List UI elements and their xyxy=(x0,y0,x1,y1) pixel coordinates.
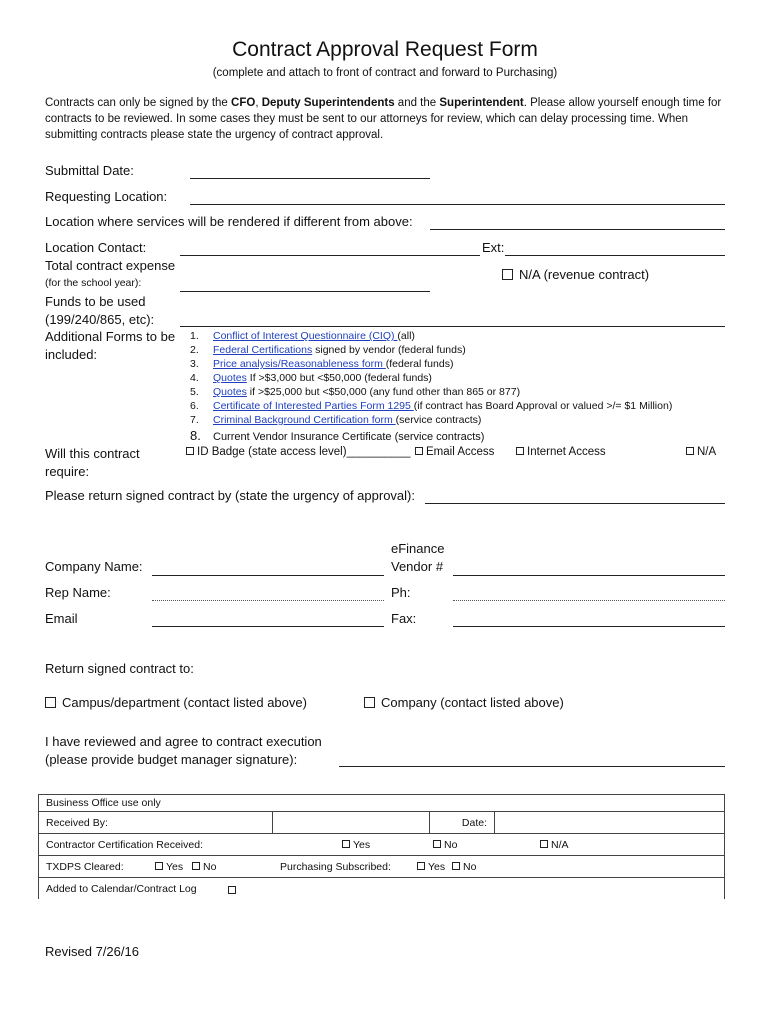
list-item xyxy=(190,385,672,399)
federal-certifications-link[interactable]: Federal Certifications xyxy=(213,344,313,356)
list-number: 5. xyxy=(190,386,199,398)
quotes-link[interactable]: Quotes xyxy=(213,372,247,384)
requesting-location-label: Requesting Location: xyxy=(45,189,168,204)
return-to-label: Return signed contract to: xyxy=(45,661,194,676)
list-item xyxy=(190,343,672,357)
txdps-no-checkbox[interactable] xyxy=(192,862,200,870)
funds-field[interactable] xyxy=(180,326,725,327)
table-row xyxy=(39,812,725,834)
cert-no-option[interactable] xyxy=(433,839,457,851)
funds-codes-label: (199/240/865, etc): xyxy=(45,312,155,327)
txdps-yes-checkbox[interactable] xyxy=(155,862,163,870)
submittal-date-field[interactable] xyxy=(190,178,430,179)
cert-no-label: No xyxy=(444,839,458,851)
ext-field[interactable] xyxy=(505,255,725,256)
email-access-checkbox[interactable] xyxy=(415,447,423,455)
company-label: Company (contact listed above) xyxy=(381,695,564,710)
efinance-label: eFinance xyxy=(391,541,445,556)
submittal-date-label: Submittal Date: xyxy=(45,163,134,178)
ext-label: Ext: xyxy=(482,240,505,255)
company-option[interactable] xyxy=(364,695,564,710)
contractor-cert-label: Contractor Certification Received: xyxy=(46,838,203,851)
vendor-number-field[interactable] xyxy=(453,575,725,576)
purchasing-no-option[interactable] xyxy=(452,861,476,873)
school-year-label: (for the school year): xyxy=(45,277,142,289)
table-row xyxy=(39,795,725,812)
intro-cfo: CFO xyxy=(231,97,256,109)
list-text: if >$25,000 but <$50,000 (any fund other than 865 or 877) xyxy=(246,386,521,398)
list-item xyxy=(190,427,672,444)
table-row xyxy=(39,878,725,900)
revised-date: Revised 7/26/16 xyxy=(45,944,139,959)
cert-yes-option[interactable] xyxy=(342,839,370,851)
intro-text: Contracts can only be signed by the xyxy=(45,97,232,109)
purchasing-no-label: No xyxy=(463,861,477,873)
id-badge-option[interactable] xyxy=(186,446,411,458)
table-row xyxy=(39,856,725,878)
campus-checkbox[interactable] xyxy=(45,697,56,708)
phone-field[interactable] xyxy=(453,600,725,601)
intro-deputy: Deputy Superintendents xyxy=(261,97,395,109)
business-office-table xyxy=(38,794,725,899)
email-label: Email xyxy=(45,611,78,626)
date-field[interactable] xyxy=(495,812,725,834)
company-checkbox[interactable] xyxy=(364,697,375,708)
ciq-link[interactable]: Conflict of Interest Questionnaire (CIQ) xyxy=(213,330,398,342)
require-label: Will this contract xyxy=(45,446,140,461)
contractor-cert-row xyxy=(39,834,725,856)
list-text: (all) xyxy=(397,330,415,342)
list-text: Current Vendor Insurance Certificate (service contracts) xyxy=(213,431,485,443)
company-name-label: Company Name: xyxy=(45,559,143,574)
table-row xyxy=(39,834,725,856)
list-text: (if contract has Board Approval or valued >/= $1 Million) xyxy=(413,400,673,412)
location-contact-label: Location Contact: xyxy=(45,240,147,255)
cert-na-option[interactable] xyxy=(540,839,569,851)
list-number: 3. xyxy=(190,358,199,370)
txdps-label: TXDPS Cleared: xyxy=(46,860,124,873)
return-by-label: Please return signed contract by (state the urgency of approval): xyxy=(45,488,415,503)
cert-yes-checkbox[interactable] xyxy=(342,840,350,848)
requesting-location-field[interactable] xyxy=(190,204,725,205)
list-number: 1. xyxy=(190,330,199,342)
id-badge-label: ID Badge (state access level)__________ xyxy=(197,446,411,458)
page-subtitle: (complete and attach to front of contract and forward to Purchasing) xyxy=(212,67,558,79)
id-badge-checkbox[interactable] xyxy=(186,447,194,455)
criminal-background-link[interactable]: Criminal Background Certification form xyxy=(213,414,396,426)
location-contact-field[interactable] xyxy=(180,255,480,256)
list-text: (service contracts) xyxy=(395,414,482,426)
txdps-no-option[interactable] xyxy=(192,861,216,873)
purchasing-label: Purchasing Subscribed: xyxy=(280,861,391,873)
cert-no-checkbox[interactable] xyxy=(433,840,441,848)
require-na-checkbox[interactable] xyxy=(686,447,694,455)
list-number: 6. xyxy=(190,400,199,412)
received-by-label: Received By: xyxy=(39,812,273,834)
additional-forms-list xyxy=(190,329,672,444)
na-revenue-option[interactable] xyxy=(502,267,649,282)
total-expense-field[interactable] xyxy=(180,291,430,292)
form-1295-link[interactable]: Certificate of Interested Parties Form 1295 xyxy=(213,400,414,412)
funds-label: Funds to be used xyxy=(45,294,146,309)
intro-superintendent: Superintendent xyxy=(439,97,524,109)
service-location-label: Location where services will be rendered if different from above: xyxy=(45,214,413,229)
fax-label: Fax: xyxy=(391,611,417,626)
intro-text-3: . Please allow yourself enough time for contracts to be reviewed. In some cases they must be sent to our attorneys for review, which can delay processing time. When submitting contracts please state the urgency of contract approval. xyxy=(45,97,722,141)
rep-name-label: Rep Name: xyxy=(45,585,111,600)
purchasing-yes-checkbox[interactable] xyxy=(417,862,425,870)
signature-field[interactable] xyxy=(339,766,725,767)
internet-access-checkbox[interactable] xyxy=(516,447,524,455)
intro-sep: , xyxy=(255,97,262,109)
calendar-checkbox[interactable] xyxy=(228,886,236,894)
list-text: signed by vendor (federal funds) xyxy=(312,344,466,356)
require-na-option[interactable] xyxy=(686,446,716,458)
received-by-field[interactable] xyxy=(273,812,430,834)
list-item xyxy=(190,329,672,343)
list-number: 2. xyxy=(190,344,199,356)
additional-forms-label: Additional Forms to be xyxy=(45,329,176,344)
office-header: Business Office use only xyxy=(39,795,725,812)
txdps-row xyxy=(39,856,725,878)
cert-na-label: N/A xyxy=(551,839,569,851)
company-name-field[interactable] xyxy=(152,575,384,576)
page-title: Contract Approval Request Form xyxy=(232,38,538,61)
require-label-2: require: xyxy=(45,464,90,479)
fax-field[interactable] xyxy=(453,626,725,627)
email-field[interactable] xyxy=(152,626,384,627)
na-revenue-label: N/A (revenue contract) xyxy=(519,267,650,282)
intro-paragraph xyxy=(45,95,725,143)
date-label: Date: xyxy=(430,812,495,834)
cert-na-checkbox[interactable] xyxy=(540,840,548,848)
agreement-label: I have reviewed and agree to contract execution xyxy=(45,734,322,749)
quotes-link-2[interactable]: Quotes xyxy=(213,386,247,398)
list-number: 4. xyxy=(190,372,199,384)
agreement-label-2: (please provide budget manager signature): xyxy=(45,752,298,767)
vendor-number-label: Vendor # xyxy=(391,559,444,574)
list-item xyxy=(190,357,672,371)
list-text: If >$3,000 but <$50,000 (federal funds) xyxy=(246,372,432,384)
purchasing-no-checkbox[interactable] xyxy=(452,862,460,870)
campus-label: Campus/department (contact listed above) xyxy=(62,695,307,710)
calendar-row xyxy=(39,878,725,900)
email-access-label: Email Access xyxy=(426,446,495,458)
txdps-no-label: No xyxy=(203,861,217,873)
list-text: (federal funds) xyxy=(385,358,454,370)
require-na-label: N/A xyxy=(697,446,717,458)
price-analysis-link[interactable]: Price analysis/Reasonableness form xyxy=(213,358,386,370)
total-expense-label: Total contract expense xyxy=(45,258,176,273)
cert-yes-label: Yes xyxy=(353,839,371,851)
intro-text-2: and the xyxy=(394,97,440,109)
txdps-yes-label: Yes xyxy=(166,861,184,873)
additional-forms-label-2: included: xyxy=(45,347,98,362)
email-access-option[interactable] xyxy=(415,446,494,458)
internet-access-option[interactable] xyxy=(516,446,606,458)
list-item xyxy=(190,399,672,413)
na-revenue-checkbox[interactable] xyxy=(502,269,513,280)
return-by-field[interactable] xyxy=(425,503,725,504)
calendar-option[interactable] xyxy=(228,885,239,897)
purchasing-yes-option[interactable] xyxy=(417,861,445,873)
service-location-field[interactable] xyxy=(430,229,725,230)
list-item xyxy=(190,413,672,427)
list-number: 8. xyxy=(190,428,201,443)
calendar-label: Added to Calendar/Contract Log xyxy=(46,882,197,895)
purchasing-yes-label: Yes xyxy=(428,861,446,873)
phone-label: Ph: xyxy=(391,585,411,600)
list-item xyxy=(190,371,672,385)
list-number: 7. xyxy=(190,414,199,426)
internet-access-label: Internet Access xyxy=(527,446,606,458)
txdps-yes-option[interactable] xyxy=(155,861,183,873)
campus-option[interactable] xyxy=(45,695,307,710)
rep-name-field[interactable] xyxy=(152,600,384,601)
